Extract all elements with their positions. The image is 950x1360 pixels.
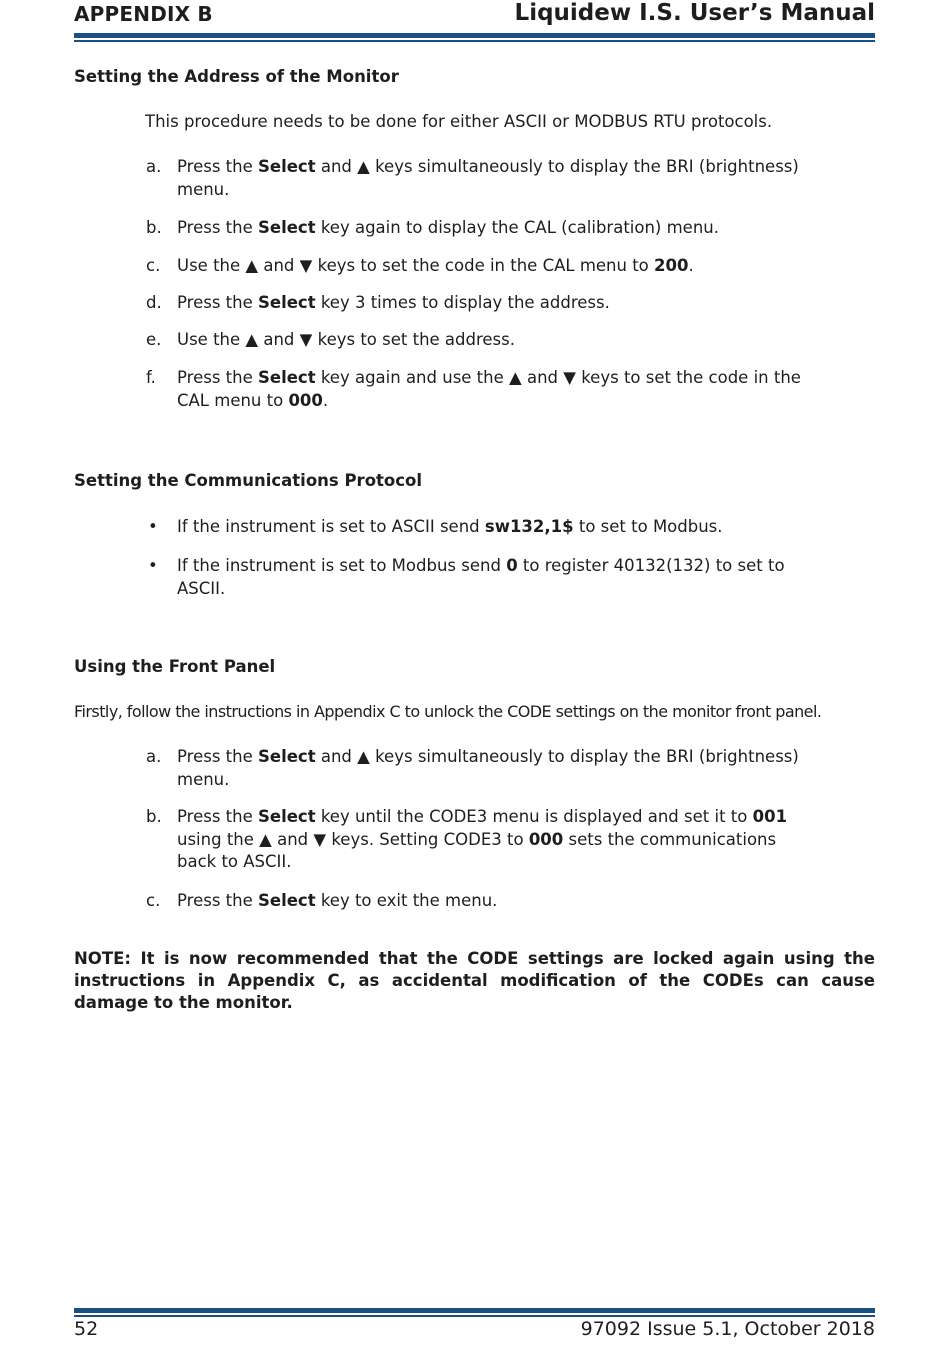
bullet-icon: • <box>148 556 158 575</box>
issue-info: 97092 Issue 5.1, October 2018 <box>580 1318 875 1340</box>
list-marker: a. <box>146 747 162 766</box>
up-arrow-icon: ▲ <box>259 829 272 849</box>
down-arrow-icon: ▼ <box>299 256 313 275</box>
up-arrow-icon: ▲ <box>357 747 370 766</box>
list-marker: f. <box>146 368 156 387</box>
list-item: d. Press the Select key 3 times to display the address. <box>146 292 806 315</box>
up-arrow-icon: ▲ <box>357 157 370 176</box>
manual-page <box>74 0 875 1360</box>
warning-note: NOTE: It is now recommended that the CODE settings are locked again using the instructions in Appendix C, as accidental modification of the CODEs can cause damage to the monitor. <box>74 949 875 1012</box>
code-value: 000 <box>528 829 564 849</box>
up-arrow-icon: ▲ <box>245 330 259 349</box>
list-item: • If the instrument is set to ASCII send sw132,1$ to set to Modbus. <box>146 516 806 539</box>
list-item: b. Press the Select key until the CODE3 menu is displayed and set it to 001 using the ▲ and ▼ keys. Setting CODE3 to 000 sets the communications back to ASCII. <box>146 807 788 871</box>
list-item: c. Press the Select key to exit the menu. <box>146 890 806 913</box>
list-marker: b. <box>146 218 162 237</box>
select-key-label: Select <box>258 807 316 826</box>
list-marker: b. <box>146 807 162 826</box>
command-text: 0 <box>506 556 518 575</box>
down-arrow-icon: ▼ <box>563 368 576 387</box>
select-key-label: Select <box>258 218 316 237</box>
footer-rule-thick <box>74 1308 875 1313</box>
section-title-front-panel: Using the Front Panel <box>74 657 276 676</box>
list-marker: d. <box>146 293 162 312</box>
code-value: 000 <box>288 390 323 410</box>
list-item: f. Press the Select key again and use the ▲ and ▼ keys to set the code in the CAL menu to 000. <box>146 368 801 410</box>
list-item: • If the instrument is set to Modbus send 0 to register 40132(132) to set to ASCII. <box>148 556 785 598</box>
down-arrow-icon: ▼ <box>299 330 313 349</box>
code-value: 001 <box>752 807 788 826</box>
select-key-label: Select <box>258 747 316 766</box>
list-marker: c. <box>146 891 161 910</box>
page-header <box>74 0 875 32</box>
footer-rule-thin <box>74 1315 875 1317</box>
manual-title: Liquidew I.S. User’s Manual <box>514 0 875 26</box>
appendix-label: APPENDIX B <box>74 2 213 26</box>
list-item: b. Press the Select key again to display the CAL (calibration) menu. <box>146 217 806 240</box>
select-key-label: Select <box>258 891 316 910</box>
list-item: e. Use the ▲ and ▼ keys to set the address. <box>146 329 806 352</box>
list-marker: c. <box>146 256 161 275</box>
select-key-label: Select <box>258 293 316 312</box>
command-text: sw132,1$ <box>484 517 574 536</box>
list-marker: e. <box>146 330 162 349</box>
down-arrow-icon: ▼ <box>313 829 327 849</box>
list-item: c. Use the ▲ and ▼ keys to set the code in the CAL menu to 200. <box>146 255 806 278</box>
list-item: a. Press the Select and ▲ keys simultaneously to display the BRI (brightness) menu. <box>146 157 799 199</box>
page-number: 52 <box>74 1318 99 1340</box>
up-arrow-icon: ▲ <box>245 256 259 275</box>
header-rule-thick <box>74 33 875 38</box>
list-item: a. Press the Select and ▲ keys simultaneously to display the BRI (brightness) menu. <box>146 747 799 789</box>
select-key-label: Select <box>258 368 316 387</box>
code-value: 200 <box>654 256 689 275</box>
section-title-address: Setting the Address of the Monitor <box>74 67 399 86</box>
section-title-protocol: Setting the Communications Protocol <box>74 471 423 490</box>
list-marker: a. <box>146 157 162 176</box>
bullet-icon: • <box>148 517 158 536</box>
up-arrow-icon: ▲ <box>509 368 522 387</box>
front-panel-intro: Firstly, follow the instructions in Appendix C to unlock the CODE settings on the monitor front panel. <box>74 702 822 721</box>
select-key-label: Select <box>258 157 316 176</box>
header-rule-thin <box>74 40 875 42</box>
address-intro: This procedure needs to be done for either ASCII or MODBUS RTU protocols. <box>145 112 773 131</box>
